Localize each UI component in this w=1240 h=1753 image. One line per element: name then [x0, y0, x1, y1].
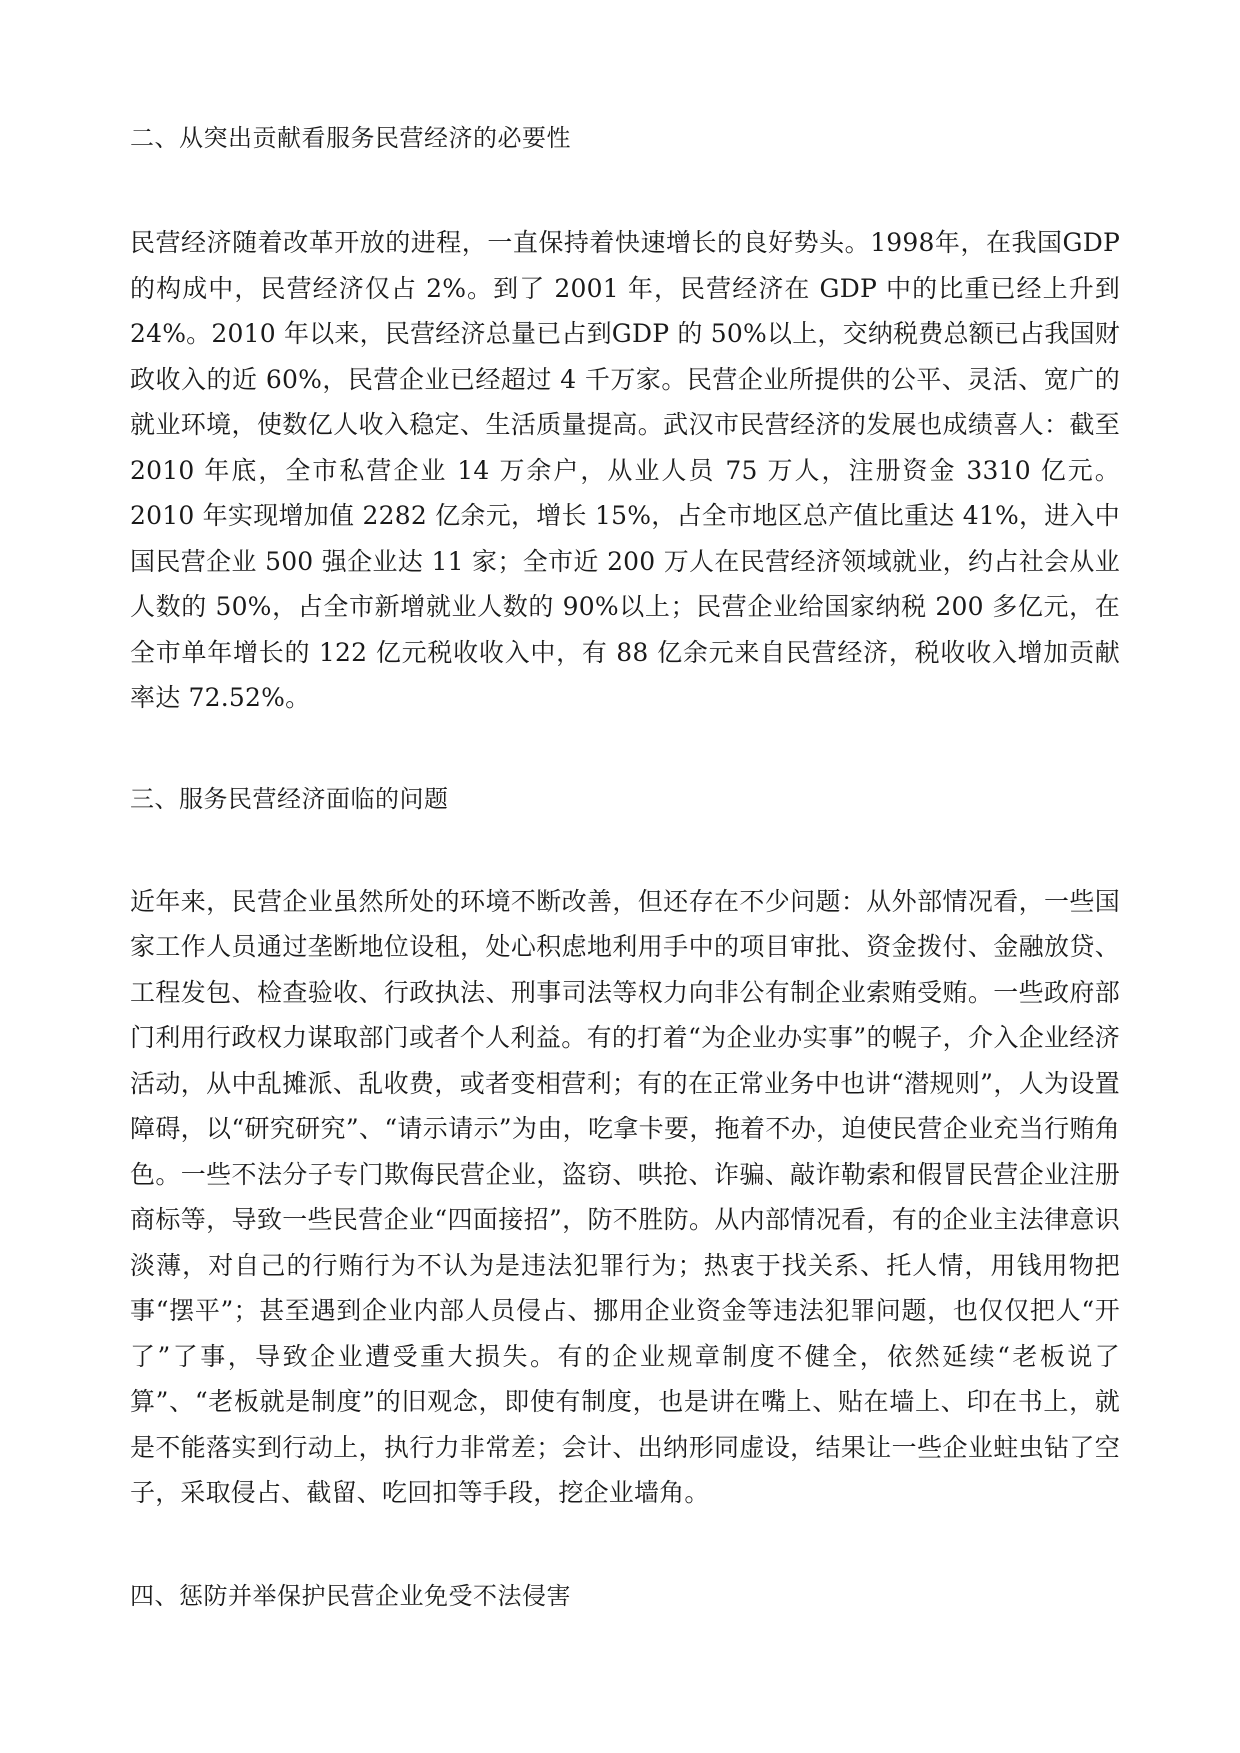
section-heading-problems: 三、服务民营经济面临的问题	[130, 784, 449, 813]
section-heading-protection: 四、惩防并举保护民营企业免受不法侵害	[130, 1581, 571, 1610]
section-paragraph-problems: 近年来，民营企业虽然所处的环境不断改善，但还存在不少问题：从外部情况看，一些国家工作人员通过垄断地位设租，处心积虑地利用手中的项目审批、资金拨付、金融放贷、工程发包、检查验收、行政执法、刑事司法等权力向非公有制企业索贿受贿。一些政府部门利用行政权力谋取部门或者个人利益。有的打着“为企业办实事”的幌子，介入企业经济活动，从中乱摊派、乱收费，或者变相营利；有的在正常业务中也讲“潜规则”，人为设置障碍，以“研究研究”、“请示请示”为由，吃拿卡要，拖着不办，迫使民营企业充当行贿角色。一些不法分子专门欺侮民营企业，盗窃、哄抢、诈骗、敲诈勒索和假冒民营企业注册商标等，导致一些民营企业“四面接招”，防不胜防。从内部情况看，有的企业主法律意识淡薄，对自己的行贿行为不认为是违法犯罪行为；热衷于找关系、托人情，用钱用物把事“摆平”；甚至遇到企业内部人员侵占、挪用企业资金等违法犯罪问题，也仅仅把人“开了”了事，导致企业遭受重大损失。有的企业规章制度不健全，依然延续“老板说了算”、“老板就是制度”的旧观念，即使有制度，也是讲在嘴上、贴在墙上、印在书上，就是不能落实到行动上，执行力非常差；会计、出纳形同虚设，结果让一些企业蛀虫钻了空子，采取侵占、截留、吃回扣等手段，挖企业墙角。	[130, 886, 1120, 1507]
section-paragraph-contribution: 民营经济随着改革开放的进程，一直保持着快速增长的良好势头。1998年，在我国GDP 的构成中，民营经济仅占 2%。到了 2001 年，民营经济在 GDP 中的比重已经上升到 24%。2010 年以来，民营经济总量已占到GDP 的 50%以上，交纳税费总额已占我国财政收入的近 60%，民营企业已经超过 4 千万家。民营企业所提供的公平、灵活、宽广的就业环境，使数亿人收入稳定、生活质量提高。武汉市民营经济的发展也成绩喜人：截至 2010 年底，全市私营企业 14 万余户，从业人员 75 万人，注册资金 3310 亿元。2010 年实现增加值 2282 亿余元，增长 15%，占全市地区总产值比重达 41%，进入中国民营企业 500 强企业达 11 家；全市近 200 万人在民营经济领域就业，约占社会从业人数的 50%，占全市新增就业人数的 90%以上；民营企业给国家纳税 200 多亿元，在全市单年增长的 122 亿元税收收入中，有 88 亿余元来自民营经济，税收收入增加贡献率达 72.52%。	[130, 228, 1120, 712]
document-page	[130, 118, 1120, 1616]
section-heading-necessity: 二、从突出贡献看服务民营经济的必要性	[130, 124, 571, 152]
